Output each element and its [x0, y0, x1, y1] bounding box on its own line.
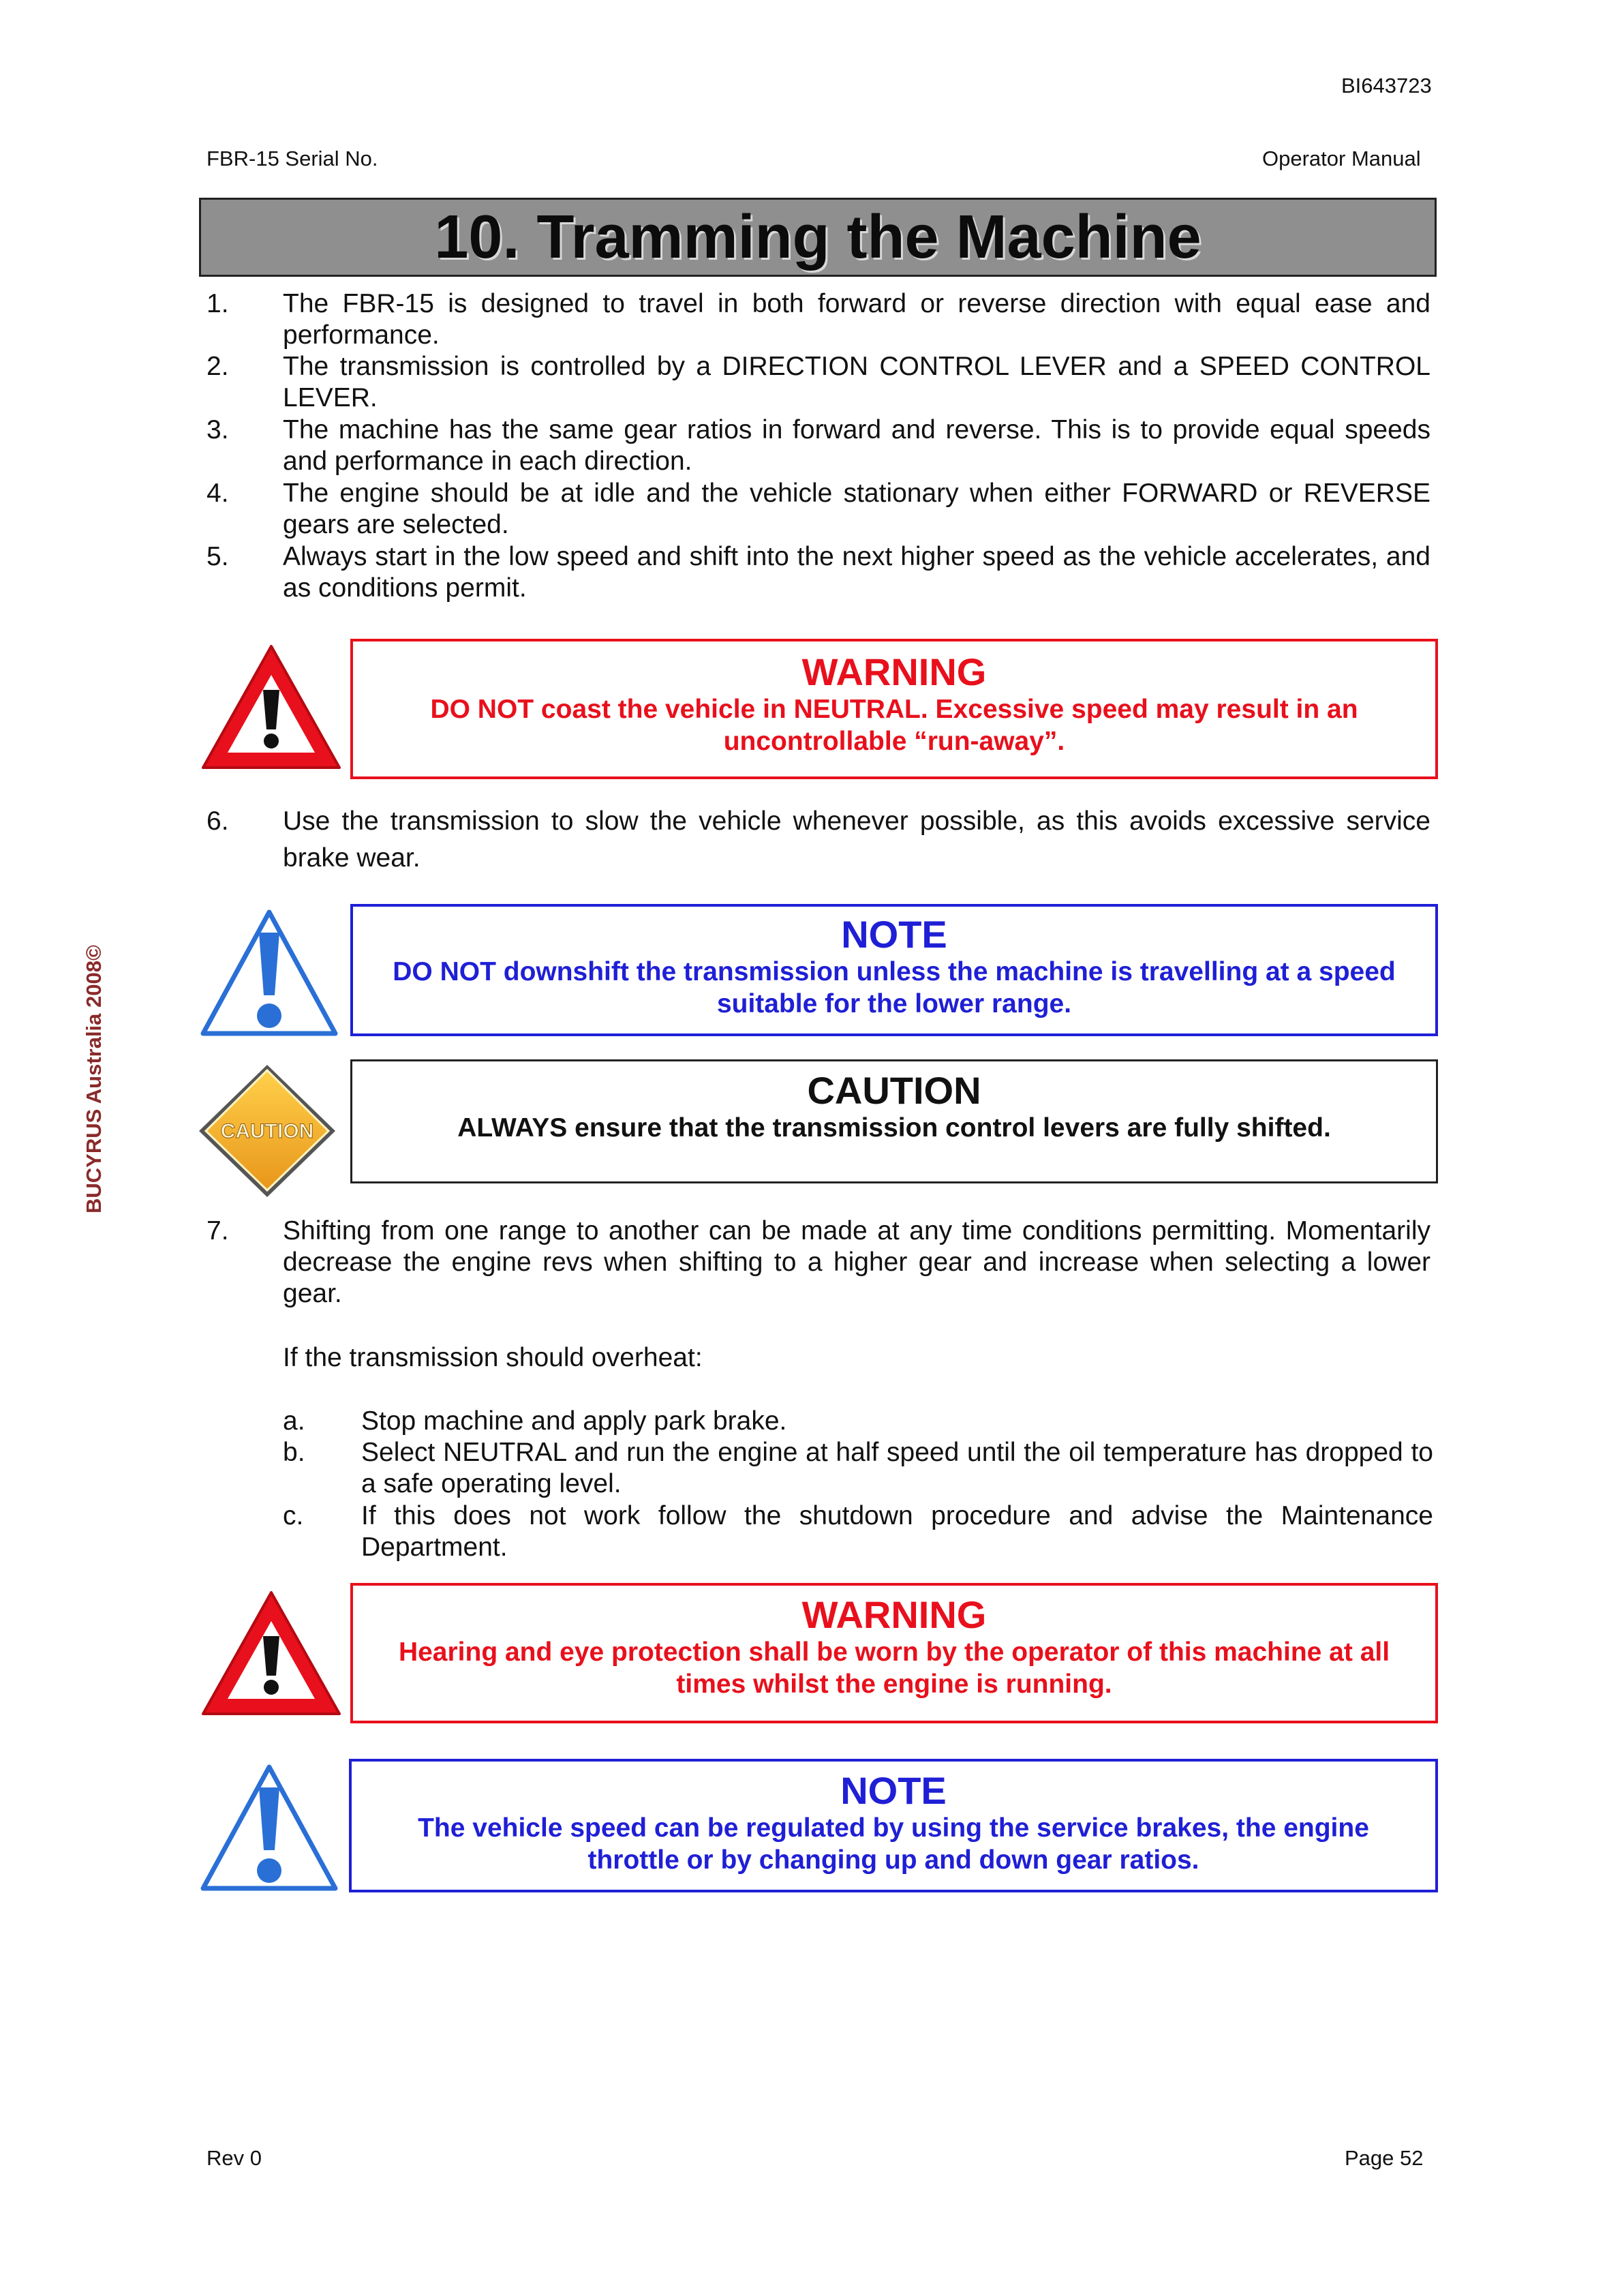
- note-triangle-icon: [198, 907, 341, 1040]
- caution-box: [350, 1059, 1438, 1183]
- revision-label: Rev 0: [206, 2146, 262, 2170]
- warning-box: [350, 639, 1438, 779]
- manual-label: Operator Manual: [1262, 147, 1421, 170]
- list-item: [206, 288, 1433, 351]
- note-triangle-icon: [198, 1762, 341, 1895]
- warning-title: WARNING: [801, 1593, 987, 1636]
- note-title: NOTE: [841, 913, 947, 956]
- list-item-number: 2.: [206, 352, 229, 381]
- list-item-text: The transmission is controlled by a DIRECTION CONTROL LEVER and a SPEED CONTROL LEVER.: [283, 352, 1430, 412]
- document-code: BI643723: [1341, 74, 1432, 97]
- list-item-text: Always start in the low speed and shift into the next higher speed as the vehicle accelerates, and as conditions permit.: [283, 542, 1430, 603]
- list-item-text: Use the transmission to slow the vehicle whenever possible, as this avoids excessive service brake wear.: [283, 806, 1430, 873]
- note-text: The vehicle speed can be regulated by using the service brakes, the engine throttle or by changing up and down gear ratios.: [418, 1813, 1369, 1875]
- serial-label: FBR-15 Serial No.: [206, 147, 378, 170]
- list-item-number: 3.: [206, 415, 229, 444]
- list-item: [206, 1215, 1433, 1311]
- list-item-number: 6.: [206, 806, 229, 836]
- list-item-text: The FBR-15 is designed to travel in both forward or reverse direction with equal ease and performance.: [283, 289, 1430, 350]
- warning-text: Hearing and eye protection shall be worn by the operator of this machine at all times whilst the engine is running.: [398, 1637, 1390, 1699]
- warning-triangle-icon: [198, 641, 345, 774]
- list-item-number: 7.: [206, 1216, 229, 1245]
- list-item: [206, 803, 1433, 874]
- sub-item-letter: b.: [283, 1438, 305, 1467]
- note-box: [349, 1759, 1438, 1892]
- sub-item-text: If this does not work follow the shutdown procedure and advise the Maintenance Department.: [361, 1501, 1433, 1562]
- sub-list-item: [283, 1500, 1435, 1563]
- list-item: [206, 541, 1433, 604]
- list-item-text: The engine should be at idle and the vehicle stationary when either FORWARD or REVERSE gears are selected.: [283, 479, 1430, 539]
- warning-box: [350, 1583, 1438, 1723]
- list-item-number: 4.: [206, 479, 229, 508]
- copyright-side-text: BUCYRUS Australia 2008©: [82, 945, 106, 1213]
- caution-text: ALWAYS ensure that the transmission control levers are fully shifted.: [457, 1113, 1331, 1143]
- section-title-bar: [199, 198, 1437, 277]
- sub-list-item: [283, 1437, 1435, 1500]
- list-item: [206, 478, 1433, 541]
- sub-item-letter: a.: [283, 1406, 305, 1436]
- overheat-intro: If the transmission should overheat:: [283, 1343, 703, 1372]
- caution-title: CAUTION: [807, 1069, 981, 1112]
- section-title: 10. Tramming the Machine: [434, 202, 1202, 271]
- list-item-text: Shifting from one range to another can be made at any time conditions permitting. Momentarily decrease the engine revs when shifting to a higher gear and increase when selecting a lower gear.: [283, 1216, 1430, 1308]
- list-item-number: 1.: [206, 289, 229, 318]
- warning-title: WARNING: [801, 650, 987, 693]
- sub-item-text: Stop machine and apply park brake.: [361, 1406, 787, 1436]
- sub-item-letter: c.: [283, 1501, 304, 1530]
- list-item: [206, 351, 1433, 414]
- list-item-text: The machine has the same gear ratios in forward and reverse. This is to provide equal speeds and performance in each direction.: [283, 415, 1430, 476]
- page-number: Page 52: [1345, 2146, 1424, 2170]
- sub-list-item: [283, 1406, 1435, 1437]
- note-text: DO NOT downshift the transmission unless the machine is travelling at a speed suitable for the lower range.: [393, 957, 1396, 1018]
- warning-triangle-icon: [198, 1587, 345, 1721]
- list-item: [206, 414, 1433, 477]
- note-title: NOTE: [840, 1769, 947, 1812]
- warning-text: DO NOT coast the vehicle in NEUTRAL. Excessive speed may result in an uncontrollable “run-away”.: [430, 695, 1358, 756]
- caution-icon-label: CAUTION: [220, 1120, 314, 1143]
- note-box: [350, 904, 1438, 1036]
- sub-item-text: Select NEUTRAL and run the engine at half speed until the oil temperature has dropped to a safe operating level.: [361, 1438, 1433, 1498]
- caution-diamond-icon: [195, 1061, 339, 1201]
- list-item-number: 5.: [206, 542, 229, 571]
